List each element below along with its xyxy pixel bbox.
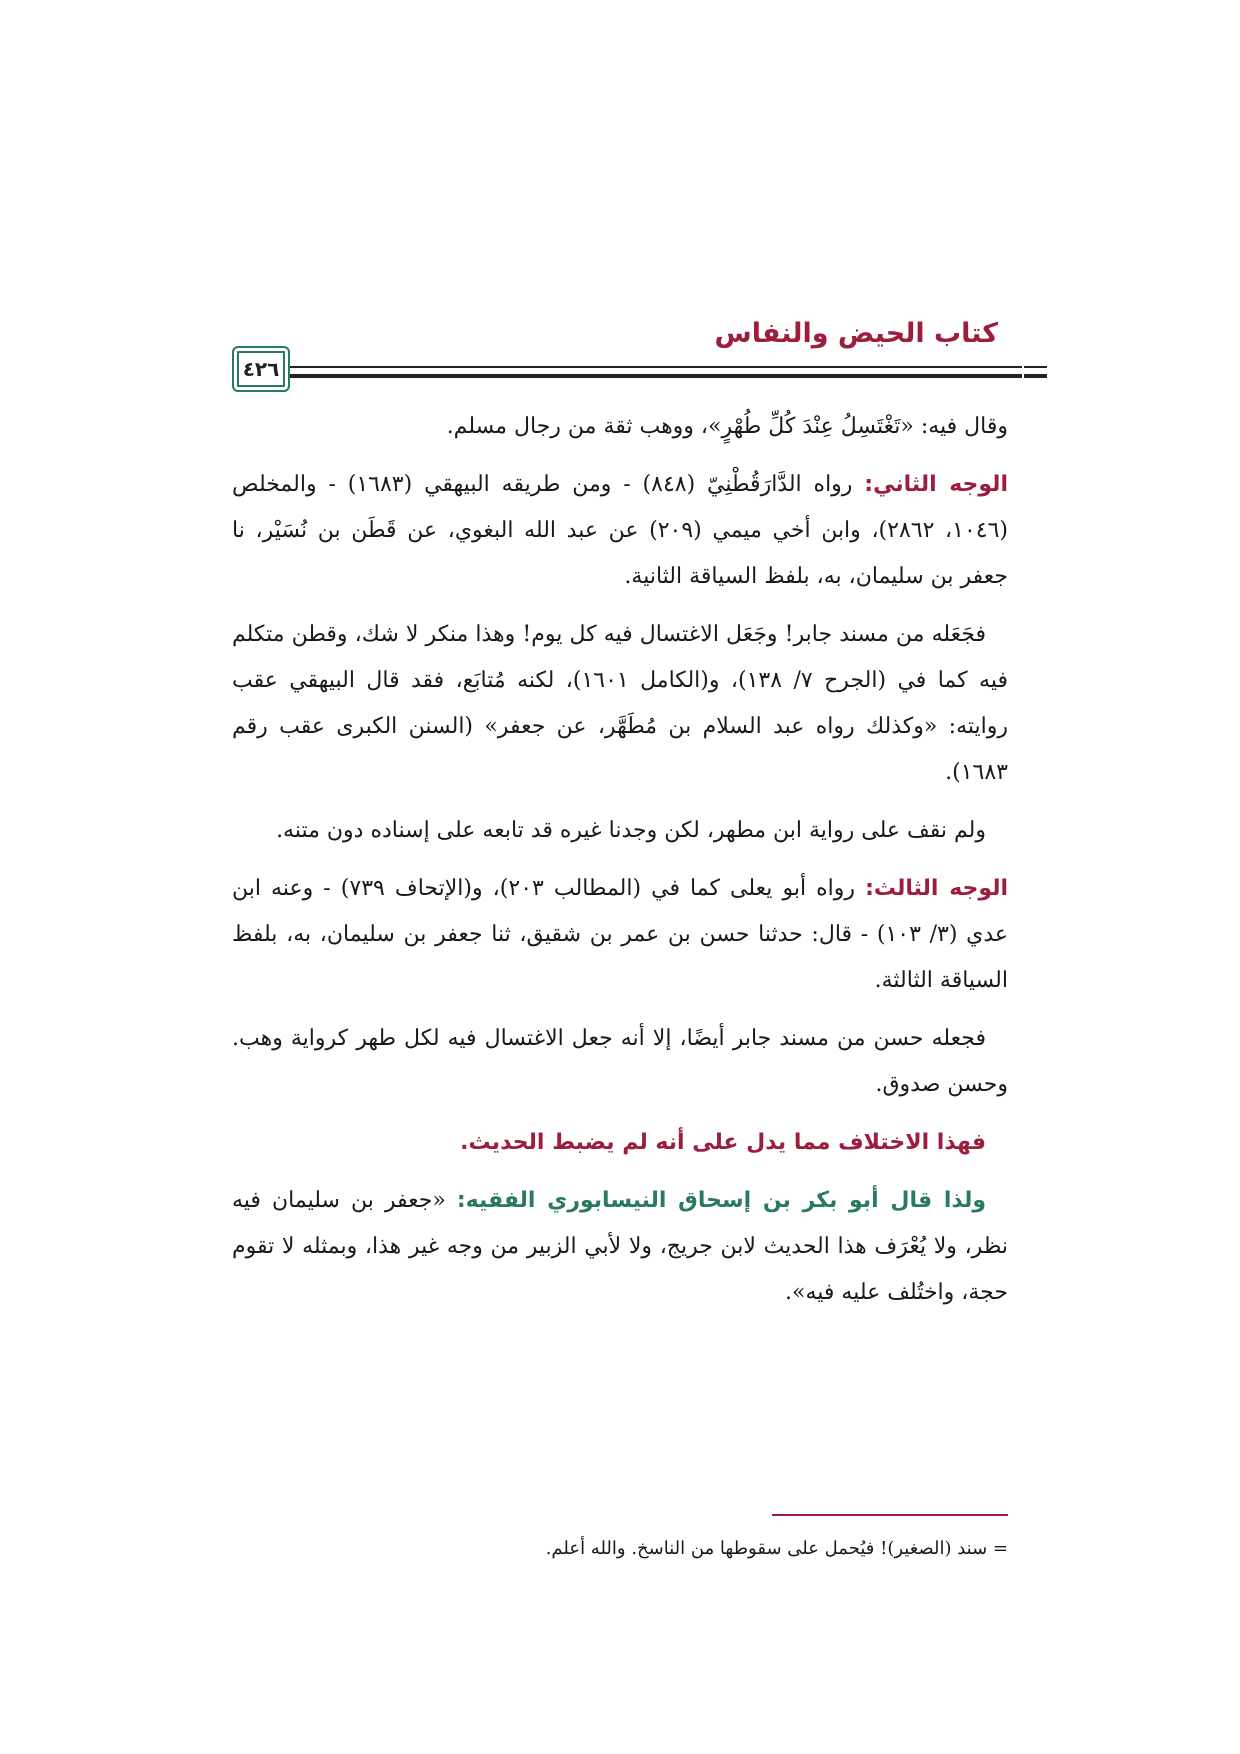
paragraph-3: فجَعَله من مسند جابر! وجَعَل الاغتسال فيه كل يوم! وهذا منكر لا شك، وقطن متكلم فيه كما في (الجرح ٧/ ١٣٨)، و(الكامل ١٦٠١)، لكنه مُتابَع، فقد قال البيهقي عقب روايته: «وكذلك رواه عبد السلام بن مُطَهَّر، عن جعفر» (السنن الكبرى عقب رقم ١٦٨٣). — [232, 622, 1008, 785]
paragraph-6: فجعله حسن من مسند جابر أيضًا، إلا أنه جعل الاغتسال فيه لكل طهر كرواية وهب. وحسن صدوق. — [232, 1026, 1008, 1097]
paragraph-5-heading: الوجه الثالث: — [865, 876, 1008, 901]
paragraph-5 — [232, 866, 1008, 1004]
paragraph-2-heading: الوجه الثاني: — [864, 472, 1008, 497]
header-rule-thin — [289, 366, 1022, 368]
paragraph-7-conclusion: فهذا الاختلاف مما يدل على أنه لم يضبط الحديث. — [460, 1130, 986, 1155]
paragraph-5-text: رواه أبو يعلى كما في (المطالب ٢٠٣)، و(الإتحاف ٧٣٩) - وعنه ابن عدي (٣/ ١٠٣) - قال: حدثنا حسن بن عمر بن شقيق، ثنا جعفر بن سليمان، به، بلفظ السياقة الثالثة. — [232, 876, 1008, 993]
paragraph-1: وقال فيه: «تَغْتَسِلُ عِنْدَ كُلِّ طُهْرٍ»، ووهب ثقة من رجال مسلم. — [446, 414, 1008, 439]
paragraph-4: ولم نقف على رواية ابن مطهر، لكن وجدنا غيره قد تابعه على إسناده دون متنه. — [276, 818, 986, 843]
paragraph-8-heading: ولذا قال أبو بكر بن إسحاق النيسابوري الفقيه: — [456, 1188, 987, 1213]
paragraph-8 — [232, 1178, 1008, 1316]
main-text — [232, 404, 1008, 1328]
paragraph-2-text: رواه الدَّارَقُطْنِيّ (٨٤٨) - ومن طريقه البيهقي (١٦٨٣) - والمخلص (١٠٤٦، ٢٨٦٢)، وابن أخي ميمي (٢٠٩) عن عبد الله البغوي، عن قَطَن بن نُسَيْر، نا جعفر بن سليمان، به، بلفظ السياقة الثانية. — [232, 472, 1008, 589]
paragraph-8-text: «جعفر بن سليمان فيه نظر، ولا يُعْرَف هذا الحديث لابن جريج، ولا لأبي الزبير من وجه غير هذا، وبمثله لا تقوم حجة، واختُلف عليه فيه». — [232, 1188, 1008, 1305]
header-rule-left-thick — [1024, 374, 1047, 378]
paragraph-2 — [232, 462, 1008, 600]
header-rule-left-thin — [1024, 366, 1047, 368]
running-title: كتاب الحيض والنفاس — [714, 318, 998, 349]
footnote: = سند (الصغير)! فيُحمل على سقوطها من الناسخ. والله أعلم. — [545, 1538, 1008, 1559]
footnote-divider — [772, 1514, 1008, 1516]
page-number-badge: ٤٢٦ — [232, 346, 290, 392]
header-rule-thick — [289, 374, 1022, 378]
